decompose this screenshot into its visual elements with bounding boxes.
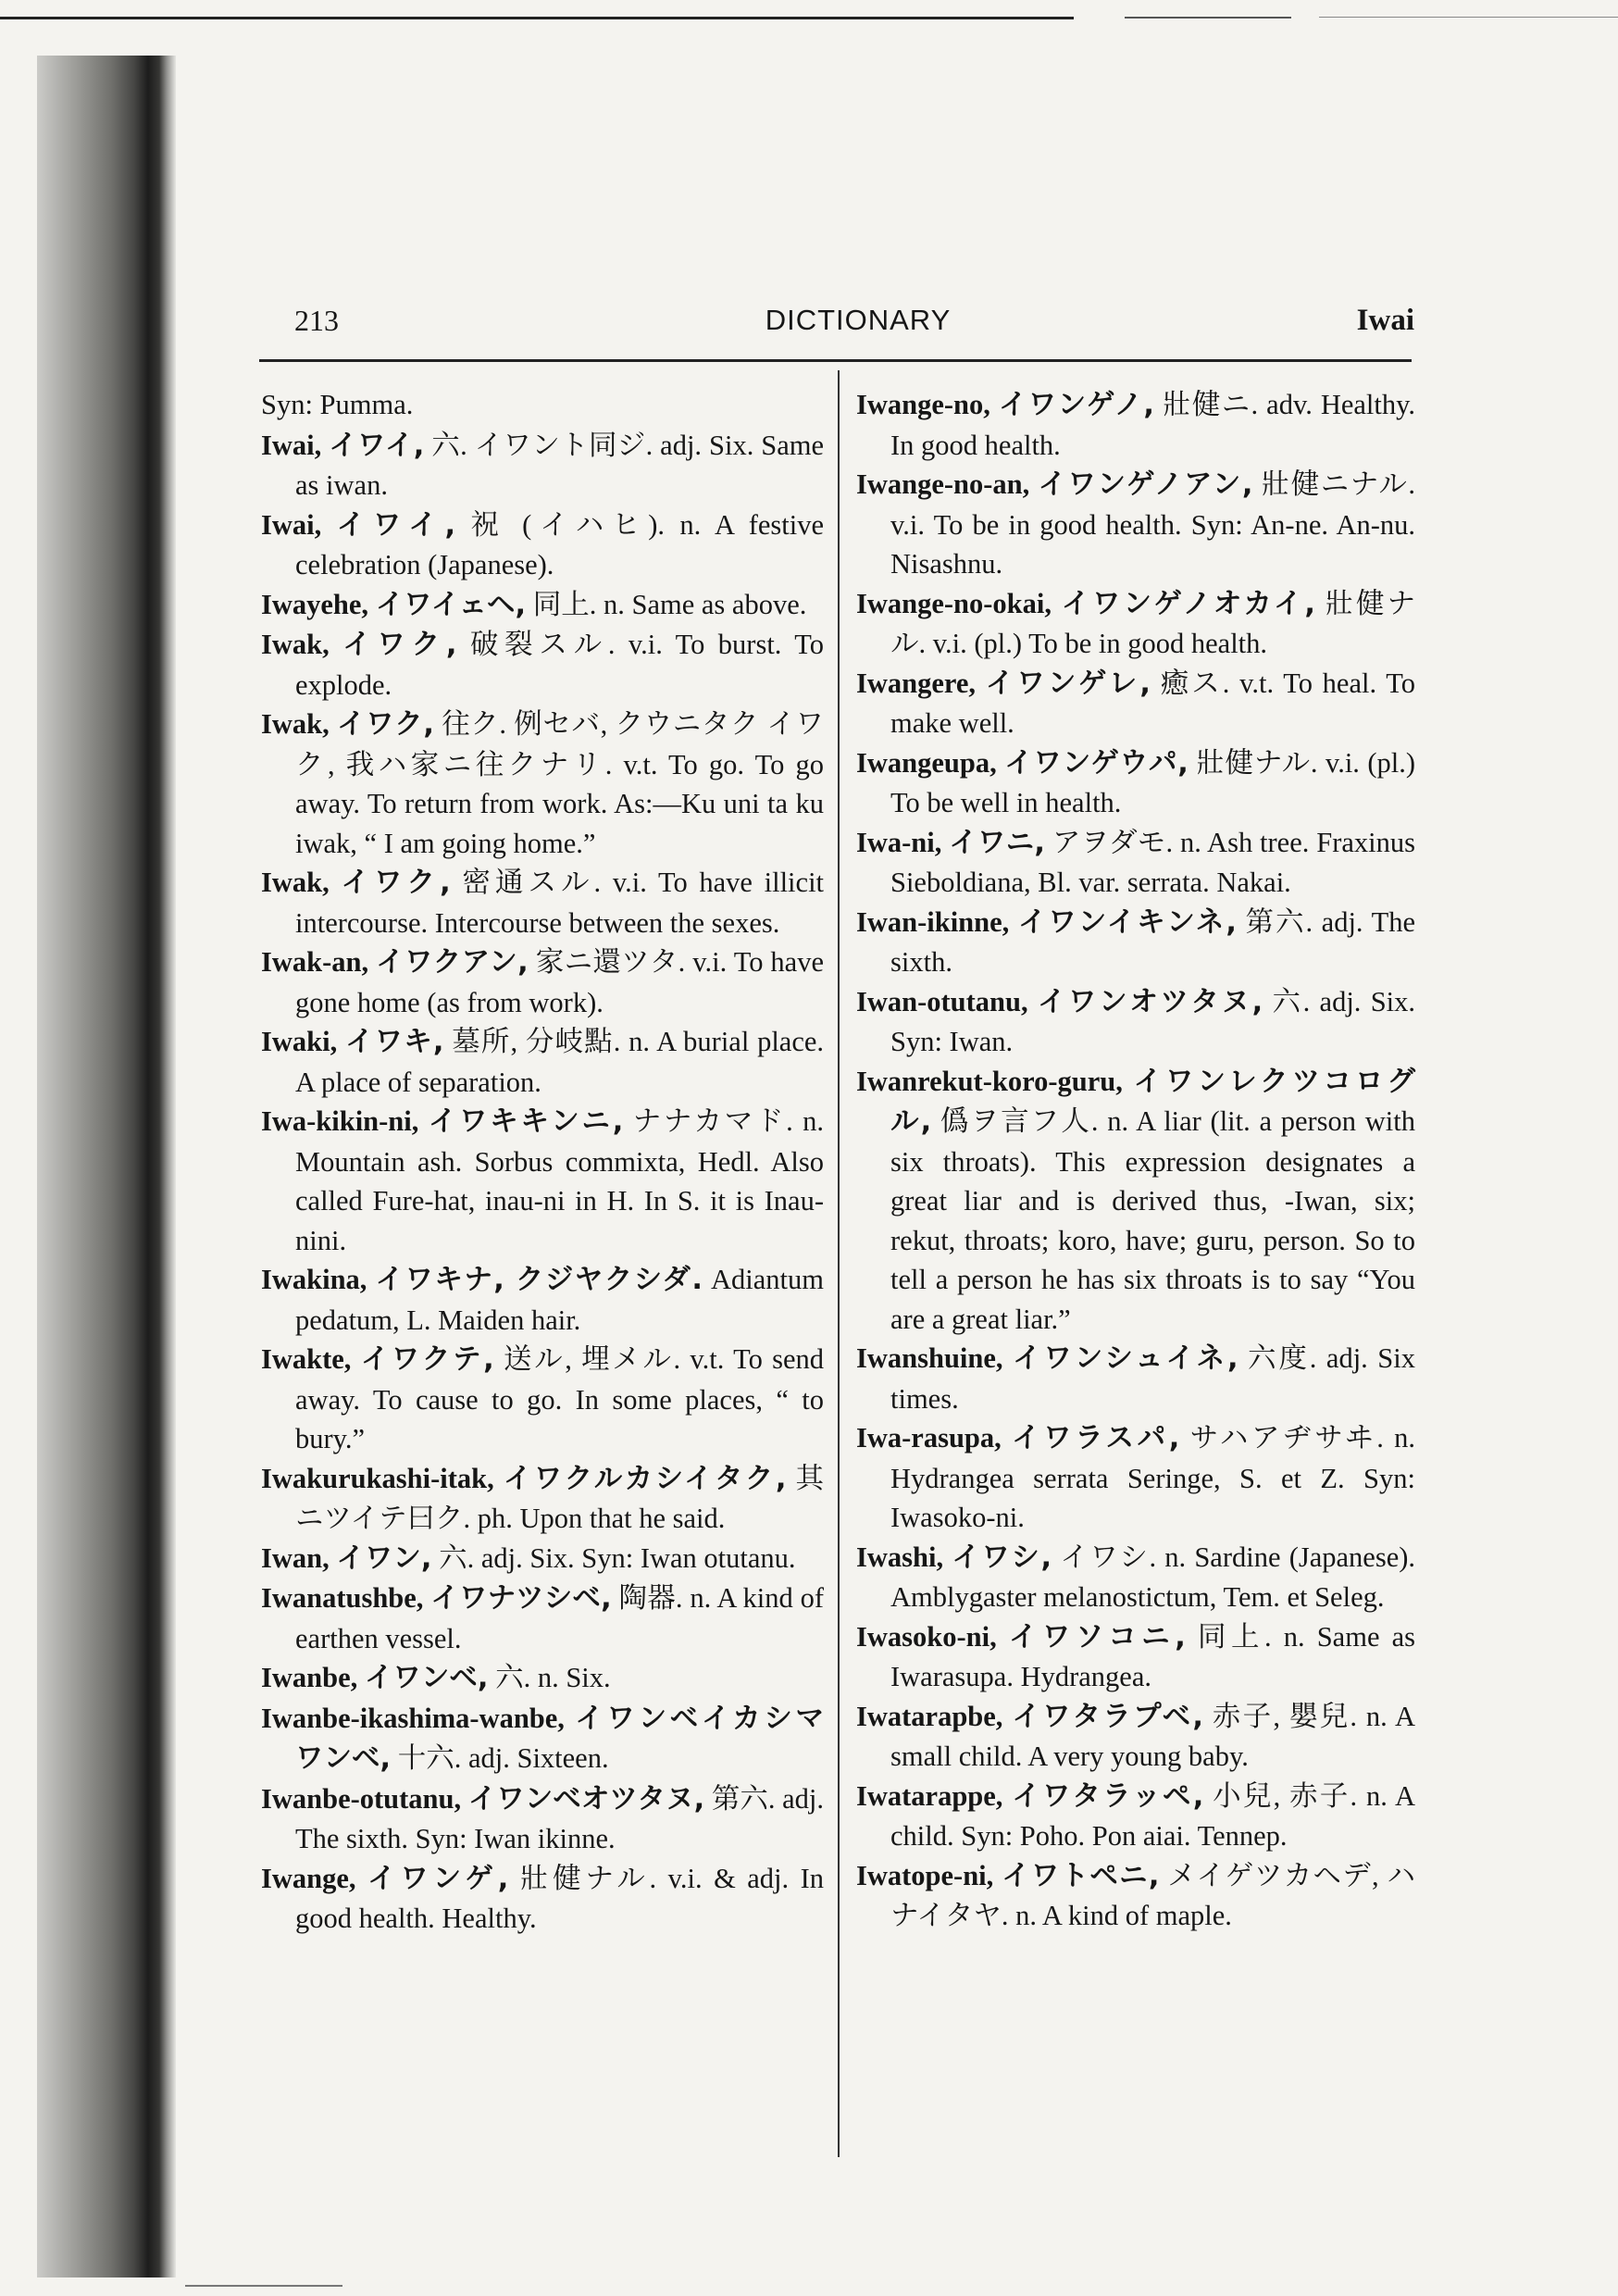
- katakana-reading: イワタラプベ,: [1012, 1700, 1203, 1733]
- headword: Iwakte,: [261, 1343, 352, 1375]
- headword: Iwak,: [261, 867, 330, 898]
- definition-text: 六. n. Six.: [495, 1662, 611, 1693]
- katakana-reading: イワンゲ,: [367, 1862, 509, 1895]
- headword: Iwatarappe,: [856, 1779, 1003, 1812]
- headword: Iwanbe-otutanu,: [261, 1782, 462, 1815]
- katakana-reading: イワンシュイネ,: [1013, 1342, 1238, 1375]
- definition-text: メイゲツカヘデ, ハナイタヤ. n. A kind of maple.: [890, 1859, 1416, 1931]
- definition-text: 陶器. n. A kind of earthen vessel.: [295, 1582, 825, 1654]
- definition-text: 癒ス. v.t. To heal. To make well.: [890, 667, 1416, 739]
- dictionary-entry: [261, 1779, 824, 1859]
- katakana-reading: イワタラッペ,: [1012, 1779, 1204, 1813]
- katakana-reading: イワンオツタヌ,: [1037, 985, 1263, 1018]
- definition-text: 六. イワント同ジ. adj. Six. Same as iwan.: [295, 429, 825, 501]
- dictionary-entry: [261, 1459, 824, 1539]
- page-header: [294, 304, 1422, 350]
- headword: Iwanbe-ikashima-wanbe,: [261, 1702, 565, 1734]
- katakana-reading: イワソコニ,: [1008, 1620, 1186, 1653]
- headword: Iwanatushbe,: [261, 1582, 424, 1614]
- definition-text: 同上. n. Same as above.: [532, 588, 807, 620]
- headword: Iwa-ni,: [856, 826, 942, 858]
- scan-top-edge-line: [0, 17, 1074, 19]
- headword: Iwasoko-ni,: [856, 1620, 997, 1653]
- dictionary-entry: [856, 1062, 1415, 1340]
- dictionary-entry: [261, 426, 824, 505]
- definition-text: 家ニ還ツタ. v.i. To have gone home (as from work).: [295, 946, 825, 1018]
- definition-text: 壯健ナル. v.i. & adj. In good health. Healthy.: [295, 1862, 825, 1934]
- katakana-reading: イワクテ,: [360, 1343, 494, 1376]
- column-divider: [838, 370, 840, 2157]
- dictionary-entry: [856, 1697, 1415, 1777]
- definition-text: 密通スル. v.i. To have illicit intercourse. Intercourse between the sexes.: [295, 867, 825, 939]
- dictionary-entry: [856, 903, 1415, 982]
- scan-top-edge-line: [1125, 17, 1291, 19]
- katakana-reading: イワク,: [342, 629, 457, 661]
- katakana-reading: イワンゲノ,: [998, 389, 1154, 421]
- dictionary-entry: [856, 1777, 1415, 1856]
- katakana-reading: イワイ,: [336, 508, 456, 542]
- dictionary-entry: [261, 705, 824, 863]
- definition-text: イワシ. n. Sardine (Japanese). Amblygaster melanostictum, Tem. et Seleg.: [890, 1541, 1416, 1613]
- headword: Iwange-no-okai,: [856, 587, 1052, 619]
- definition-text: アヲダモ. n. Ash tree. Fraxinus Sieboldiana, Bl. var. serrata. Nakai.: [890, 826, 1415, 898]
- headword: Iwa-rasupa,: [856, 1422, 1002, 1454]
- definition-text: 赤子, 嬰兒. n. A small child. A very young baby.: [890, 1700, 1416, 1772]
- definition-text: 送ル, 埋メル. v.t. To send away. To cause to go. In some places, “ to bury.”: [295, 1343, 824, 1454]
- left-column: [261, 385, 824, 1939]
- definition-text: 破裂スル. v.i. To burst. To explode.: [295, 629, 825, 701]
- katakana-reading: イワトペニ,: [1002, 1859, 1160, 1892]
- definition-text: 六. adj. Six. Syn: Iwan.: [890, 985, 1416, 1057]
- katakana-reading: イワシ,: [952, 1541, 1052, 1574]
- definition-text: 第六. adj. The sixth. Syn: Iwan ikinne.: [295, 1782, 825, 1854]
- definition-text: サハアヂサヰ. n. Hydrangea serrata Seringe, S. et Z. Syn: Iwasoko-ni.: [890, 1422, 1416, 1533]
- headword: Iwakurukashi-itak,: [261, 1462, 494, 1494]
- headword: Iwak,: [261, 629, 330, 660]
- definition-text: 六度. adj. Six times.: [890, 1342, 1415, 1415]
- headword: Iwangere,: [856, 667, 977, 699]
- headword: Iwatope-ni,: [856, 1859, 994, 1891]
- dictionary-entry: [856, 1339, 1415, 1418]
- dictionary-entry: [856, 1418, 1415, 1538]
- scan-binding-shadow: [37, 56, 176, 2277]
- katakana-reading: イワンゲノオカイ,: [1061, 587, 1315, 620]
- headword: Iwashi,: [856, 1541, 944, 1573]
- katakana-reading: イワク,: [336, 708, 434, 741]
- dictionary-entry: [261, 1260, 824, 1340]
- headword: Iwangeupa,: [856, 746, 997, 779]
- katakana-reading: イワンゲレ,: [985, 667, 1151, 700]
- headword: Iwakina,: [261, 1264, 367, 1295]
- dictionary-entry: [856, 385, 1415, 465]
- definition-text: 十六. adj. Sixteen.: [397, 1742, 609, 1774]
- headword: Iwan-otutanu,: [856, 985, 1028, 1017]
- running-title: DICTIONARY: [765, 304, 952, 336]
- katakana-reading: イワンイキンネ,: [1017, 905, 1237, 939]
- dictionary-entry: [261, 1539, 824, 1579]
- katakana-reading: イワクアン,: [376, 946, 529, 979]
- katakana-reading: イワンゲノアン,: [1038, 468, 1253, 501]
- katakana-reading: イワラスパ,: [1012, 1422, 1180, 1454]
- dictionary-entry: [856, 465, 1415, 584]
- katakana-reading: イワク,: [341, 867, 451, 899]
- definition-text: 僞ヲ言フ人. n. A liar (lit. a person with six throats). This expression designates a great liar and is derived thus, -Iwan, six; rekut, throats; koro, have; guru, person. So to tell a person he has six throats is to say “You are a great liar.”: [890, 1105, 1415, 1335]
- definition-text: 其ニツイテ曰ク. ph. Upon that he said.: [295, 1462, 825, 1534]
- headword: Iwan,: [261, 1541, 330, 1574]
- katakana-reading: イワンベイカシマワンベ,: [295, 1702, 824, 1775]
- dictionary-entry: [261, 1102, 824, 1260]
- dictionary-entry: [856, 1617, 1415, 1697]
- dictionary-entry: [261, 1859, 824, 1939]
- katakana-reading: イワナツシベ,: [430, 1582, 612, 1615]
- katakana-reading: イワクルカシイタク,: [503, 1462, 787, 1495]
- headword: Iwayehe,: [261, 588, 369, 620]
- headword: Iwange-no,: [856, 389, 990, 420]
- katakana-reading: イワイェヘ,: [375, 588, 527, 621]
- definition-text: 同上. n. Same as Iwarasupa. Hydrangea.: [890, 1620, 1416, 1692]
- dictionary-entry: [856, 1856, 1415, 1936]
- definition-text: 六. adj. Six. Syn: Iwan otutanu.: [439, 1541, 796, 1574]
- definition-text: Adiantum pedatum, L. Maiden hair.: [295, 1264, 825, 1336]
- definition-text: ナナカマド. n. Mountain ash. Sorbus commixta, Hedl. Also called Fure-hat, inau-ni in H. In S. it is Inau-nini.: [295, 1105, 825, 1256]
- headword: Iwaki,: [261, 1026, 338, 1057]
- katakana-reading: イワンベオツタヌ,: [467, 1782, 705, 1816]
- headword: Iwai,: [261, 508, 322, 541]
- headword: Iwange-no-an,: [856, 468, 1030, 500]
- header-rule: [259, 359, 1412, 362]
- dictionary-entry: [261, 1340, 824, 1459]
- definition-text: 小兒, 赤子. n. A child. Syn: Poho. Pon aiai. Tennep.: [890, 1779, 1416, 1852]
- dictionary-entry: [261, 385, 824, 426]
- katakana-reading: イワン,: [336, 1541, 432, 1575]
- definition-text: 往ク. 例セバ, クウニタク イワク, 我ハ家ニ往クナリ. v.t. To go. To go away. To return from work. As:—Ku uni ta ku iwak, “ I am going home.”: [295, 708, 825, 859]
- dictionary-entry: [261, 1658, 824, 1699]
- dictionary-entry: [856, 982, 1415, 1062]
- headword: Iwai,: [261, 429, 322, 461]
- dictionary-entry: [856, 664, 1415, 743]
- dictionary-entry: [261, 942, 824, 1022]
- headword: Iwa-kikin-ni,: [261, 1105, 419, 1137]
- scan-bottom-edge-line: [185, 2285, 342, 2287]
- headword: Iwak-an,: [261, 946, 369, 978]
- dictionary-entry: [261, 1699, 824, 1779]
- dictionary-entry: [261, 625, 824, 705]
- headword: Iwange,: [261, 1862, 356, 1894]
- katakana-reading: イワンレクツコログル,: [890, 1065, 1415, 1138]
- headword: Iwanshuine,: [856, 1342, 1003, 1374]
- guide-word: Iwai: [1356, 304, 1414, 337]
- definition-text: 壯健ニナル. v.i. To be in good health. Syn: An-ne. An-nu. Nisashnu.: [890, 468, 1416, 580]
- scan-top-edge-line: [1319, 17, 1618, 18]
- dictionary-entry: [856, 743, 1415, 823]
- right-column: [856, 385, 1415, 1936]
- page-number: 213: [294, 304, 339, 337]
- dictionary-entry: [261, 585, 824, 626]
- definition-text: 壯健ナル. v.i. (pl.) To be well in health.: [890, 746, 1416, 818]
- dictionary-entry: [261, 505, 824, 585]
- katakana-reading: イワニ,: [949, 826, 1046, 859]
- headword: Iwan-ikinne,: [856, 905, 1010, 938]
- headword: Iwatarapbe,: [856, 1700, 1003, 1732]
- definition-text: 第六. adj. The sixth.: [890, 905, 1416, 978]
- headword: Iwanbe,: [261, 1662, 358, 1693]
- dictionary-entry: [261, 1022, 824, 1102]
- katakana-reading: イワイ,: [329, 429, 425, 462]
- katakana-reading: イワキキンニ,: [428, 1105, 624, 1138]
- definition-text: 壯健ナル. v.i. (pl.) To be in good health.: [890, 587, 1416, 659]
- definition-text: 壯健ニ. adv. Healthy. In good health.: [890, 389, 1416, 461]
- definition-text: 墓所, 分岐點. n. A burial place. A place of separation.: [295, 1026, 825, 1098]
- katakana-reading: イワキナ, クジヤクシダ.: [375, 1264, 703, 1296]
- definition-text: 祝 (イハヒ). n. A festive celebration (Japanese).: [295, 508, 825, 580]
- headword: Iwak,: [261, 708, 330, 740]
- katakana-reading: イワンベ,: [364, 1662, 489, 1694]
- katakana-reading: イワンゲウパ,: [1004, 746, 1189, 780]
- dictionary-entry: [261, 863, 824, 942]
- definition-text: Syn: Pumma.: [261, 389, 414, 420]
- dictionary-entry: [856, 823, 1415, 903]
- dictionary-entry: [856, 584, 1415, 664]
- dictionary-entry: [856, 1538, 1415, 1617]
- katakana-reading: イワキ,: [344, 1026, 444, 1058]
- headword: Iwanrekut-koro-guru,: [856, 1065, 1123, 1097]
- dictionary-entry: [261, 1578, 824, 1658]
